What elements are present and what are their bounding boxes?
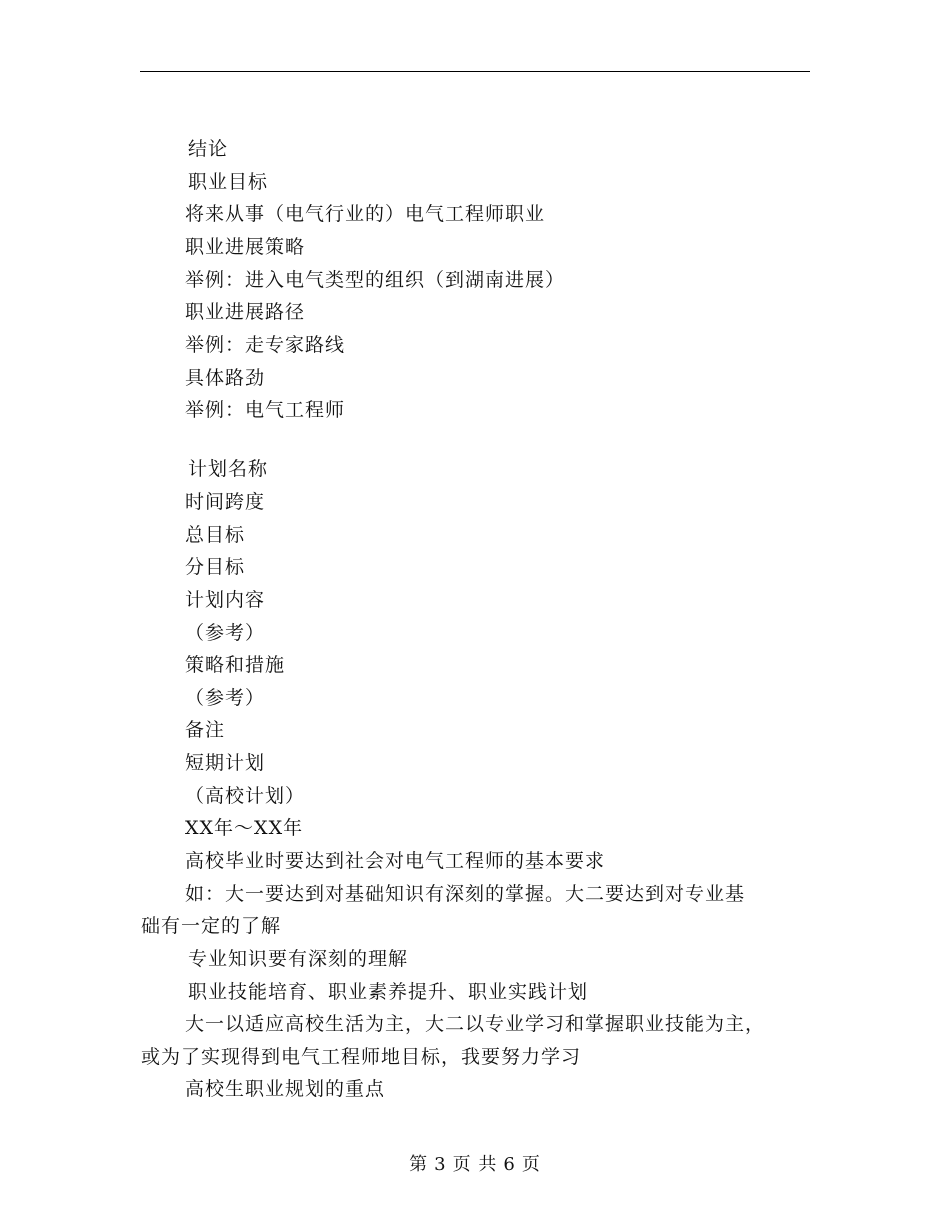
text-line: 高校毕业时要达到社会对电气工程师的基本要求 [185,850,606,872]
text-line: 策略和措施 [185,654,286,676]
text-line: XX年～XX年 [185,817,304,839]
text-line: 备注 [185,719,226,741]
text-line: 础有一定的了解 [141,915,282,937]
text-line: 或为了实现得到电气工程师地目标，我要努力学习 [141,1046,582,1068]
text-line: 如：大一要达到对基础知识有深刻的掌握。大二要达到对专业基 [185,883,746,905]
text-line: 具体路劲 [185,367,266,389]
text-line: 分目标 [185,556,246,578]
text-line: 专业知识要有深刻的理解 [188,948,409,970]
footer-middle: 页 共 [452,1154,498,1175]
text-line: （参考） [185,622,266,644]
text-line: 举例：电气工程师 [185,399,346,421]
text-line: 职业进展路径 [185,301,306,323]
text-line: 大一以适应高校生活为主，大二以专业学习和掌握职业技能为主， [185,1013,766,1035]
text-line: 职业目标 [188,171,269,193]
text-line: 结论 [188,138,229,160]
header-rule [140,71,810,72]
text-line: 举例：走专家路线 [185,334,346,356]
text-line: 计划内容 [185,589,266,611]
text-line: 短期计划 [185,752,266,774]
page-footer [0,1153,950,1177]
footer-prefix: 第 [409,1154,429,1175]
text-line: 将来从事（电气行业的）电气工程师职业 [185,203,546,225]
text-line: 总目标 [185,524,246,546]
text-line: 计划名称 [188,458,269,480]
text-line: 职业进展策略 [185,236,306,258]
footer-suffix: 页 [521,1154,541,1175]
text-line: 职业技能培育、职业素养提升、职业实践计划 [188,981,589,1003]
text-line: 高校生职业规划的重点 [185,1078,386,1100]
text-line: （高校计划） [185,785,306,807]
footer-page-number: 3 [434,1154,447,1175]
text-line: 举例：进入电气类型的组织（到湖南进展） [185,269,566,291]
text-line: 时间跨度 [185,491,266,513]
footer-total-pages: 6 [503,1154,516,1175]
text-line: （参考） [185,687,266,709]
